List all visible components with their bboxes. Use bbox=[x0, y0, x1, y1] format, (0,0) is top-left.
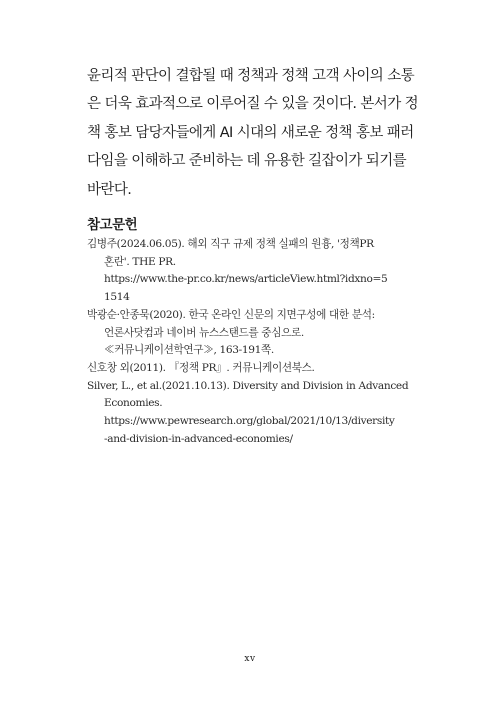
reference-entry bbox=[87, 236, 417, 307]
references-heading: 참고문헌 bbox=[87, 217, 138, 233]
reference-entry bbox=[87, 307, 417, 360]
page-number: xv bbox=[244, 654, 256, 664]
body-line: 윤리적 판단이 결합될 때 정책과 정책 고객 사이의 소통 bbox=[87, 68, 415, 84]
reference-entry bbox=[87, 378, 417, 449]
reference-line: 언론사닷컴과 네이버 뉴스스탠드를 중심으로. bbox=[104, 326, 304, 339]
reference-line: Silver, L., et al.(2021.10.13). Diversity and Division in Advanced bbox=[87, 379, 409, 392]
body-line: 책 홍보 담당자들에게 AI 시대의 새로운 정책 홍보 패러 bbox=[87, 124, 414, 141]
reference-url: https://www.pewresearch.org/global/2021/10/13/diversity bbox=[104, 415, 395, 428]
reference-url: -and-division-in-advanced-economies/ bbox=[104, 432, 293, 445]
reference-line: 박광순·안종묵(2020). 한국 온라인 신문의 지면구성에 대한 분석: bbox=[87, 308, 375, 321]
body-line: 바란다. bbox=[87, 181, 132, 198]
reference-line: 김병주(2024.06.05). 해외 직구 규제 정책 실패의 원흉, '정책PR bbox=[87, 238, 374, 250]
body-paragraph bbox=[87, 62, 417, 204]
reference-line: 신호창 외(2011). 『정책 PR』. 커뮤니케이션북스. bbox=[87, 361, 315, 374]
reference-entry bbox=[87, 360, 417, 378]
reference-line: 혼란'. THE PR. bbox=[104, 255, 176, 268]
reference-url: https://www.the-pr.co.kr/news/articleView.html?idxno=5 bbox=[104, 273, 388, 286]
reference-line: Economies. bbox=[104, 397, 163, 410]
reference-url: 1514 bbox=[104, 291, 130, 304]
references-list bbox=[87, 236, 417, 448]
body-line: 다임을 이해하고 준비하는 데 유용한 길잡이가 되기를 bbox=[87, 153, 407, 170]
reference-line: ≪커뮤니케이션학연구≫, 163-191쪽. bbox=[104, 344, 274, 357]
body-line: 은 더욱 효과적으로 이루어질 수 있을 것이다. 본서가 정 bbox=[87, 96, 419, 113]
